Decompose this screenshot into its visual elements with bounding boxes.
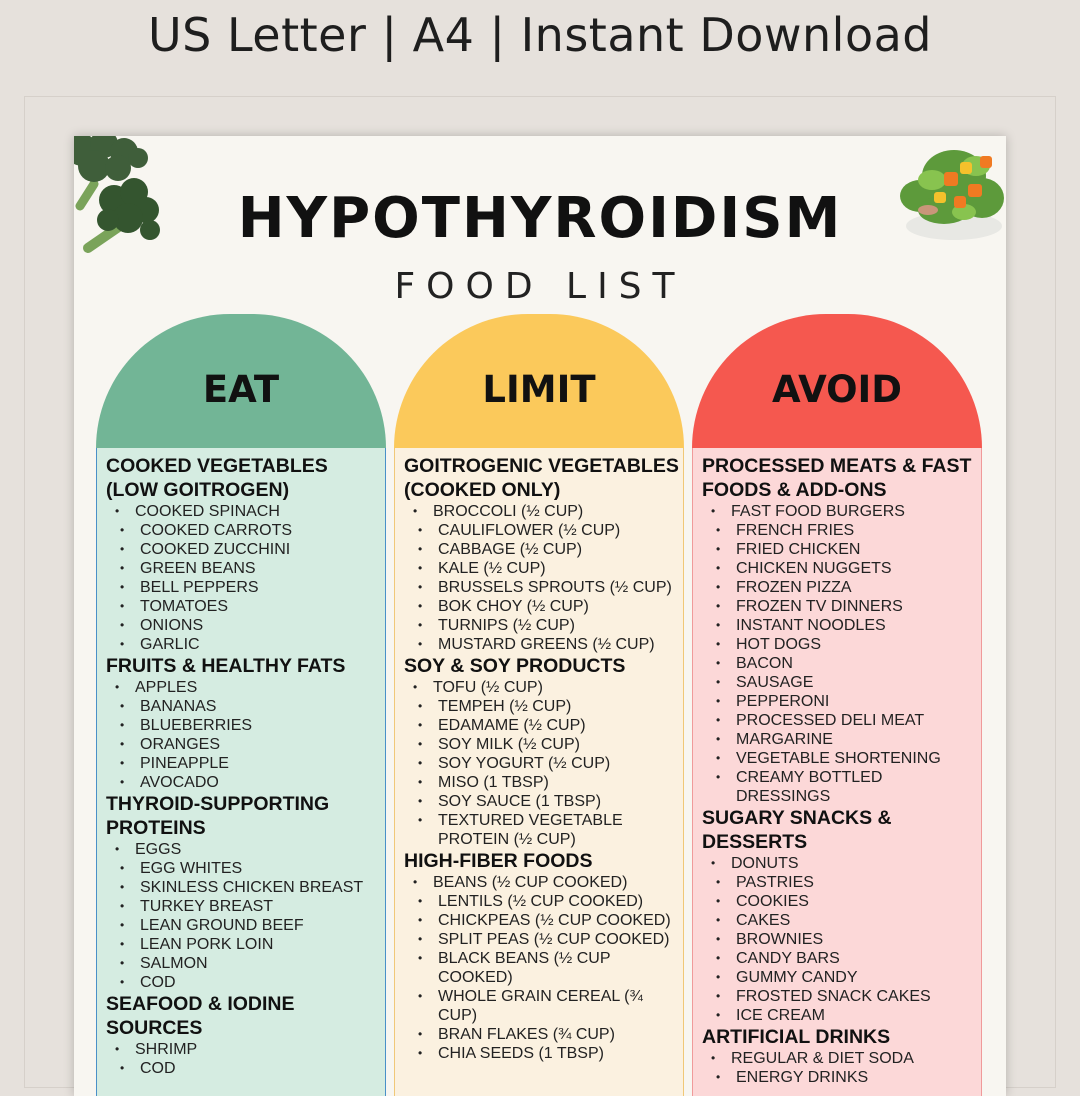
- food-items: [702, 854, 981, 1025]
- list-item: • COOKIES: [702, 892, 981, 911]
- list-item: • BROWNIES: [702, 930, 981, 949]
- page-title: HYPOTHYROIDISM: [237, 186, 843, 251]
- list-item: • FRENCH FRIES: [702, 521, 981, 540]
- section-title: PROCESSED MEATS & FAST FOODS & ADD-ONS: [702, 455, 972, 501]
- list-item: • BLUEBERRIES: [106, 716, 385, 735]
- list-item: • COOKED ZUCCHINI: [106, 540, 385, 559]
- list-item: • BANANAS: [106, 697, 385, 716]
- list-item: • REGULAR & DIET SODA: [702, 1049, 981, 1068]
- list-item: • ORANGES: [106, 735, 385, 754]
- list-item: • INSTANT NOODLES: [702, 616, 981, 635]
- section-title: COOKED VEGETABLES (LOW GOITROGEN): [106, 455, 328, 501]
- list-item: • CREAMY BOTTLED DRESSINGS: [702, 768, 981, 806]
- food-items: [404, 678, 683, 849]
- list-item: • GREEN BEANS: [106, 559, 385, 578]
- food-items: [106, 1040, 385, 1078]
- list-item: • SPLIT PEAS (½ CUP COOKED): [404, 930, 683, 949]
- list-item: • FROSTED SNACK CAKES: [702, 987, 981, 1006]
- list-item: • MARGARINE: [702, 730, 981, 749]
- list-item: • KALE (½ CUP): [404, 559, 683, 578]
- list-item: • SOY YOGURT (½ CUP): [404, 754, 683, 773]
- avoid-list: [692, 448, 982, 1096]
- list-item: • TOMATOES: [106, 597, 385, 616]
- section-title: FRUITS & HEALTHY FATS: [106, 655, 346, 677]
- list-item: • SAUSAGE: [702, 673, 981, 692]
- list-item: • GUMMY CANDY: [702, 968, 981, 987]
- list-item: • CAULIFLOWER (½ CUP): [404, 521, 683, 540]
- list-item: • CANDY BARS: [702, 949, 981, 968]
- list-item: • COD: [106, 1059, 385, 1078]
- list-item: • CHICKPEAS (½ CUP COOKED): [404, 911, 683, 930]
- list-item: • HOT DOGS: [702, 635, 981, 654]
- limit-list: [394, 448, 684, 1096]
- list-item: • PEPPERONI: [702, 692, 981, 711]
- list-item: • TOFU (½ CUP): [404, 678, 683, 697]
- list-item: • EGGS: [106, 840, 385, 859]
- list-item: • COOKED CARROTS: [106, 521, 385, 540]
- list-item: • TEMPEH (½ CUP): [404, 697, 683, 716]
- list-item: • GARLIC: [106, 635, 385, 654]
- avoid-column: [692, 314, 982, 1096]
- food-items: [404, 873, 683, 1063]
- list-item: • ICE CREAM: [702, 1006, 981, 1025]
- list-item: • SOY MILK (½ CUP): [404, 735, 683, 754]
- list-item: • COOKED SPINACH: [106, 502, 385, 521]
- limit-column: [394, 314, 684, 1096]
- list-item: • LEAN PORK LOIN: [106, 935, 385, 954]
- list-item: • FAST FOOD BURGERS: [702, 502, 981, 521]
- eat-column: [96, 314, 386, 1096]
- eat-header-label: EAT: [202, 368, 280, 411]
- limit-header: [394, 314, 684, 448]
- list-item: • EDAMAME (½ CUP): [404, 716, 683, 735]
- food-items: [702, 1049, 981, 1087]
- list-item: • FROZEN PIZZA: [702, 578, 981, 597]
- list-item: • LENTILS (½ CUP COOKED): [404, 892, 683, 911]
- eat-list: [96, 448, 386, 1096]
- list-item: • BRAN FLAKES (¾ CUP): [404, 1025, 683, 1044]
- list-item: • BOK CHOY (½ CUP): [404, 597, 683, 616]
- section-title: GOITROGENIC VEGETABLES (COOKED ONLY): [404, 455, 679, 501]
- banner-text: US Letter | A4 | Instant Download: [148, 8, 932, 62]
- avoid-header: [692, 314, 982, 448]
- list-item: • ENERGY DRINKS: [702, 1068, 981, 1087]
- list-item: • CAKES: [702, 911, 981, 930]
- list-item: • SOY SAUCE (1 TBSP): [404, 792, 683, 811]
- food-items: [404, 502, 683, 654]
- section-title: HIGH-FIBER FOODS: [404, 850, 593, 872]
- list-item: • TURKEY BREAST: [106, 897, 385, 916]
- list-item: • CHICKEN NUGGETS: [702, 559, 981, 578]
- food-items: [106, 840, 385, 992]
- list-item: • MISO (1 TBSP): [404, 773, 683, 792]
- list-item: • TEXTURED VEGETABLE PROTEIN (½ CUP): [404, 811, 683, 849]
- limit-header-label: LIMIT: [482, 368, 596, 411]
- list-item: • BACON: [702, 654, 981, 673]
- list-item: • DONUTS: [702, 854, 981, 873]
- list-item: • BROCCOLI (½ CUP): [404, 502, 683, 521]
- list-item: • SALMON: [106, 954, 385, 973]
- list-item: • FRIED CHICKEN: [702, 540, 981, 559]
- list-item: • VEGETABLE SHORTENING: [702, 749, 981, 768]
- list-item: • WHOLE GRAIN CEREAL (¾ CUP): [404, 987, 683, 1025]
- food-list-page: [74, 136, 1006, 1096]
- list-item: • SKINLESS CHICKEN BREAST: [106, 878, 385, 897]
- section-title: SUGARY SNACKS & DESSERTS: [702, 807, 892, 853]
- list-item: • AVOCADO: [106, 773, 385, 792]
- list-item: • CABBAGE (½ CUP): [404, 540, 683, 559]
- list-item: • PINEAPPLE: [106, 754, 385, 773]
- list-item: • CHIA SEEDS (1 TBSP): [404, 1044, 683, 1063]
- list-item: • BLACK BEANS (½ CUP COOKED): [404, 949, 683, 987]
- list-item: • FROZEN TV DINNERS: [702, 597, 981, 616]
- list-item: • BRUSSELS SPROUTS (½ CUP): [404, 578, 683, 597]
- eat-header: [96, 314, 386, 448]
- avoid-header-label: AVOID: [771, 368, 903, 411]
- list-item: • TURNIPS (½ CUP): [404, 616, 683, 635]
- page-subtitle: FOOD LIST: [394, 266, 686, 307]
- food-items: [106, 678, 385, 792]
- section-title: THYROID-SUPPORTING PROTEINS: [106, 793, 330, 839]
- food-items: [106, 502, 385, 654]
- list-item: • PROCESSED DELI MEAT: [702, 711, 981, 730]
- section-title: ARTIFICIAL DRINKS: [702, 1026, 891, 1048]
- list-item: • MUSTARD GREENS (½ CUP): [404, 635, 683, 654]
- section-title: SEAFOOD & IODINE SOURCES: [106, 993, 295, 1039]
- list-item: • BEANS (½ CUP COOKED): [404, 873, 683, 892]
- list-item: • COD: [106, 973, 385, 992]
- list-item: • LEAN GROUND BEEF: [106, 916, 385, 935]
- list-item: • APPLES: [106, 678, 385, 697]
- list-item: • BELL PEPPERS: [106, 578, 385, 597]
- list-item: • ONIONS: [106, 616, 385, 635]
- list-item: • SHRIMP: [106, 1040, 385, 1059]
- list-item: • EGG WHITES: [106, 859, 385, 878]
- food-items: [702, 502, 981, 806]
- list-item: • PASTRIES: [702, 873, 981, 892]
- section-title: SOY & SOY PRODUCTS: [404, 655, 626, 677]
